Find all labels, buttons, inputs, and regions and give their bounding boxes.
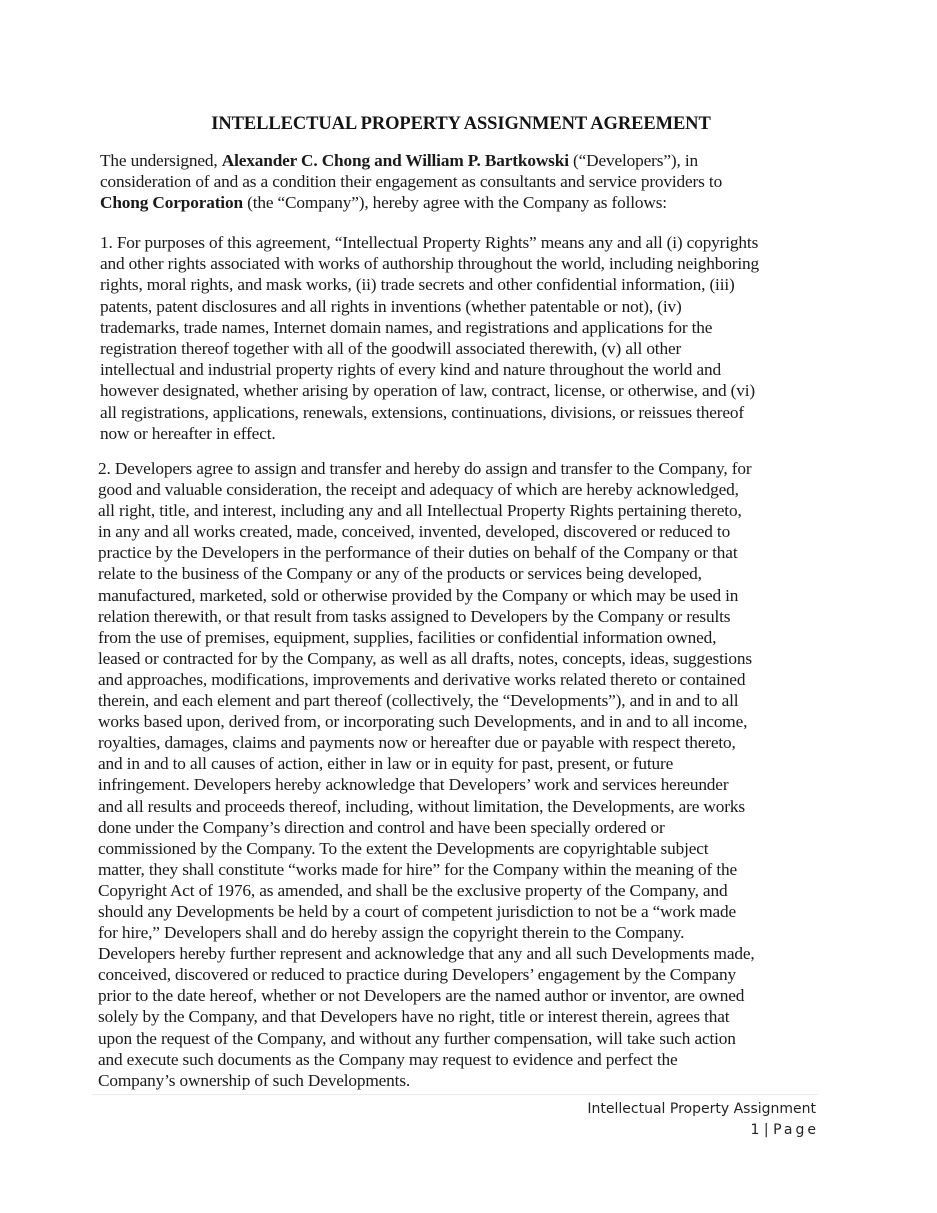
section-line: royalties, damages, claims and payments now or hereafter due or payable with respect thereto,	[98, 733, 736, 753]
section-line: rights, moral rights, and mask works, (ii) trade secrets and other confidential information, (iii)	[100, 275, 735, 295]
section-line: registration thereof together with all of the goodwill associated therewith, (v) all other	[100, 339, 682, 359]
section-line: for hire,” Developers shall and do hereby assign the copyright therein to the Company.	[98, 923, 685, 943]
section-line: and in and to all causes of action, either in law or in equity for past, present, or future	[98, 754, 674, 774]
section-line: trademarks, trade names, Internet domain names, and registrations and applications for the	[100, 317, 713, 337]
section-2-paragraph	[98, 458, 755, 1091]
section-line: and execute such documents as the Company may request to evidence and perfect the	[98, 1049, 678, 1069]
section-line: prior to the date hereof, whether or not Developers are the named author or inventor, are owned	[98, 986, 745, 1006]
section-line: matter, they shall constitute “works made for hire” for the Company within the meaning of the	[98, 859, 737, 879]
section-line: leased or contracted for by the Company, as well as all drafts, notes, concepts, ideas, suggestions	[98, 648, 752, 668]
page-number-line	[587, 1120, 819, 1141]
intro-line	[100, 192, 722, 213]
section-line: and other rights associated with works of authorship throughout the world, including neighboring	[100, 254, 759, 274]
section-line: therein, and each element and part thereof (collectively, the “Developments”), and in and to all	[98, 691, 739, 711]
footer-divider	[92, 1094, 818, 1095]
intro-text: consideration of and as a condition their engagement as consultants and service providers to	[100, 172, 723, 192]
page-separator: |	[763, 1122, 769, 1138]
intro-paragraph	[100, 150, 722, 214]
section-line: upon the request of the Company, and without any further compensation, will take such action	[98, 1028, 736, 1048]
section-line: commissioned by the Company. To the extent the Developments are copyrightable subject	[98, 838, 709, 858]
section-line: manufactured, marketed, sold or otherwise provided by the Company or which may be used in	[98, 585, 739, 605]
page-number: 1	[750, 1122, 760, 1138]
intro-line	[100, 150, 722, 171]
intro-text: The undersigned,	[100, 151, 222, 170]
section-1-paragraph	[100, 232, 759, 444]
section-line: should any Developments be held by a court of competent jurisdiction to not be a “work made	[98, 901, 737, 921]
document-title: INTELLECTUAL PROPERTY ASSIGNMENT AGREEMENT	[211, 114, 711, 134]
section-line: from the use of premises, equipment, supplies, facilities or confidential information owned,	[98, 627, 717, 647]
section-line: however designated, whether arising by operation of law, contract, license, or otherwise, and (vi)	[100, 381, 756, 401]
section-line: relate to the business of the Company or any of the products or services being developed,	[98, 564, 702, 584]
section-line: and approaches, modifications, improvements and derivative works related thereto or contained	[98, 669, 746, 689]
section-line: infringement. Developers hereby acknowledge that Developers’ work and services hereunder	[98, 775, 729, 795]
section-line: intellectual and industrial property rights of every kind and nature throughout the world and	[100, 360, 721, 380]
intro-text: (the “Company”), hereby agree with the Company as follows:	[242, 193, 667, 213]
section-line: 1. For purposes of this agreement, “Intellectual Property Rights” means any and all (i) copyrights	[100, 233, 759, 252]
section-line: Company’s ownership of such Developments.	[98, 1070, 411, 1090]
section-line: done under the Company’s direction and control and have been specially ordered or	[98, 817, 665, 837]
section-line: patents, patent disclosures and all rights in inventions (whether patentable or not), (iv)	[100, 296, 682, 316]
section-line: now or hereafter in effect.	[100, 423, 276, 443]
page-word: Page	[773, 1122, 819, 1138]
section-line: Copyright Act of 1976, as amended, and shall be the exclusive property of the Company, and	[98, 880, 728, 900]
developer-names: Alexander C. Chong and William P. Bartkowski	[221, 151, 569, 170]
section-line: works based upon, derived from, or incorporating such Developments, and in and to all income,	[98, 712, 748, 732]
footer-label: Intellectual Property Assignment	[587, 1101, 816, 1117]
section-line: in any and all works created, made, conceived, invented, developed, discovered or reduced to	[98, 522, 731, 542]
company-name: Chong Corporation	[100, 193, 243, 213]
section-line: all registrations, applications, renewals, extensions, continuations, divisions, or reissues thereof	[100, 402, 744, 422]
section-line: Developers hereby further represent and acknowledge that any and all such Developments made,	[98, 944, 755, 964]
section-line: relation therewith, or that result from tasks assigned to Developers by the Company or results	[98, 606, 731, 626]
section-line: solely by the Company, and that Developers have no right, title or interest therein, agrees that	[98, 1007, 730, 1027]
section-line: 2. Developers agree to assign and transfer and hereby do assign and transfer to the Company, for	[98, 459, 752, 478]
section-line: conceived, discovered or reduced to practice during Developers’ engagement by the Company	[98, 965, 736, 985]
section-line: practice by the Developers in the performance of their duties on behalf of the Company or that	[98, 543, 738, 563]
intro-line	[100, 171, 722, 192]
intro-text: (“Developers”), in	[568, 151, 698, 170]
section-line: and all results and proceeds thereof, including, without limitation, the Developments, are works	[98, 796, 745, 816]
section-line: good and valuable consideration, the receipt and adequacy of which are hereby acknowledged,	[98, 480, 739, 500]
page-footer	[587, 1099, 819, 1141]
section-line: all right, title, and interest, including any and all Intellectual Property Rights pertaining thereto,	[98, 501, 742, 521]
